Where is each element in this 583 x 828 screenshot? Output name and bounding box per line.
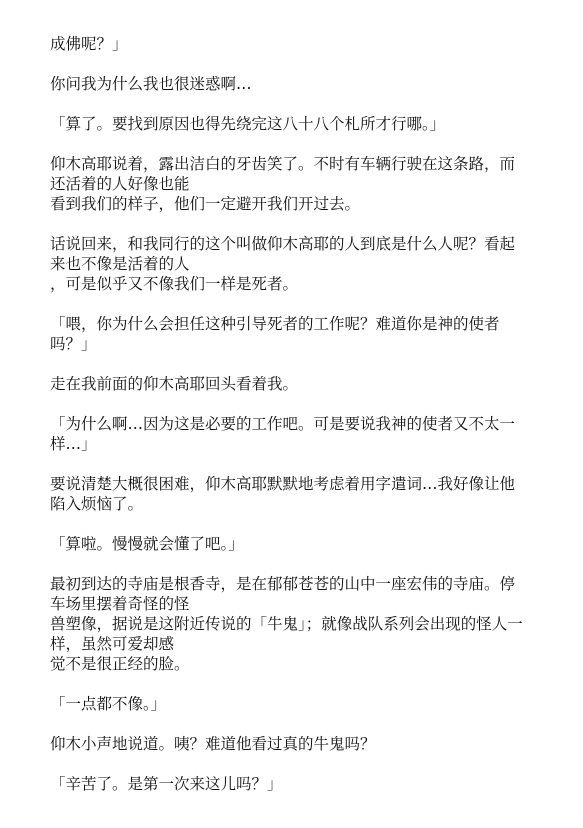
paragraph-4: 仰木高耶说着，露出洁白的牙齿笑了。不时有车辆行驶在这条路，而还活着的人好像也能 看到我们的样子，他们一定避开我们开过去。 <box>50 155 516 213</box>
paragraph-3: 「算了。要找到原因也得先绕完这八十八个札所才行哪。」 <box>50 115 446 133</box>
paragraph-14: 「辛苦了。是第一次来这儿吗？」 <box>50 775 283 793</box>
paragraph-11: 最初到达的寺庙是根香寺，是在郁郁苍苍的山中一座宏伟的寺庙。停车场里摆着奇怪的怪 兽塑像，据说是这附近传说的「牛鬼」；就像战队系列会出现的怪人一样，虽然可爱却感 觉不是很正经的脸。 <box>50 575 523 673</box>
paragraph-8: 「为什么啊…因为这是必要的工作吧。可是要说我神的使者又不太一样…」 <box>50 415 516 453</box>
paragraph-10: 「算啦。慢慢就会懂了吧。」 <box>50 535 244 553</box>
paragraph-6: 「喂，你为什么会担任这种引导死者的工作呢？难道你是神的使者吗？」 <box>50 315 500 353</box>
paragraph-12: 「一点都不像。」 <box>50 695 167 713</box>
paragraph-13: 仰木小声地说道。咦？难道他看过真的牛鬼吗？ <box>50 735 376 753</box>
paragraph-9: 要说清楚大概很困难，仰木高耶默默地考虑着用字遣词…我好像让他陷入烦恼了。 <box>50 475 516 513</box>
paragraph-5: 话说回来，和我同行的这个叫做仰木高耶的人到底是什么人呢？看起来也不像是活着的人 ，可是似乎又不像我们一样是死者。 <box>50 235 516 293</box>
paragraph-2: 你问我为什么我也很迷惑啊… <box>50 75 252 93</box>
paragraph-1: 成佛呢？」 <box>50 35 128 53</box>
document-page <box>50 34 530 814</box>
paragraph-7: 走在我前面的仰木高耶回头看着我。 <box>50 375 299 393</box>
